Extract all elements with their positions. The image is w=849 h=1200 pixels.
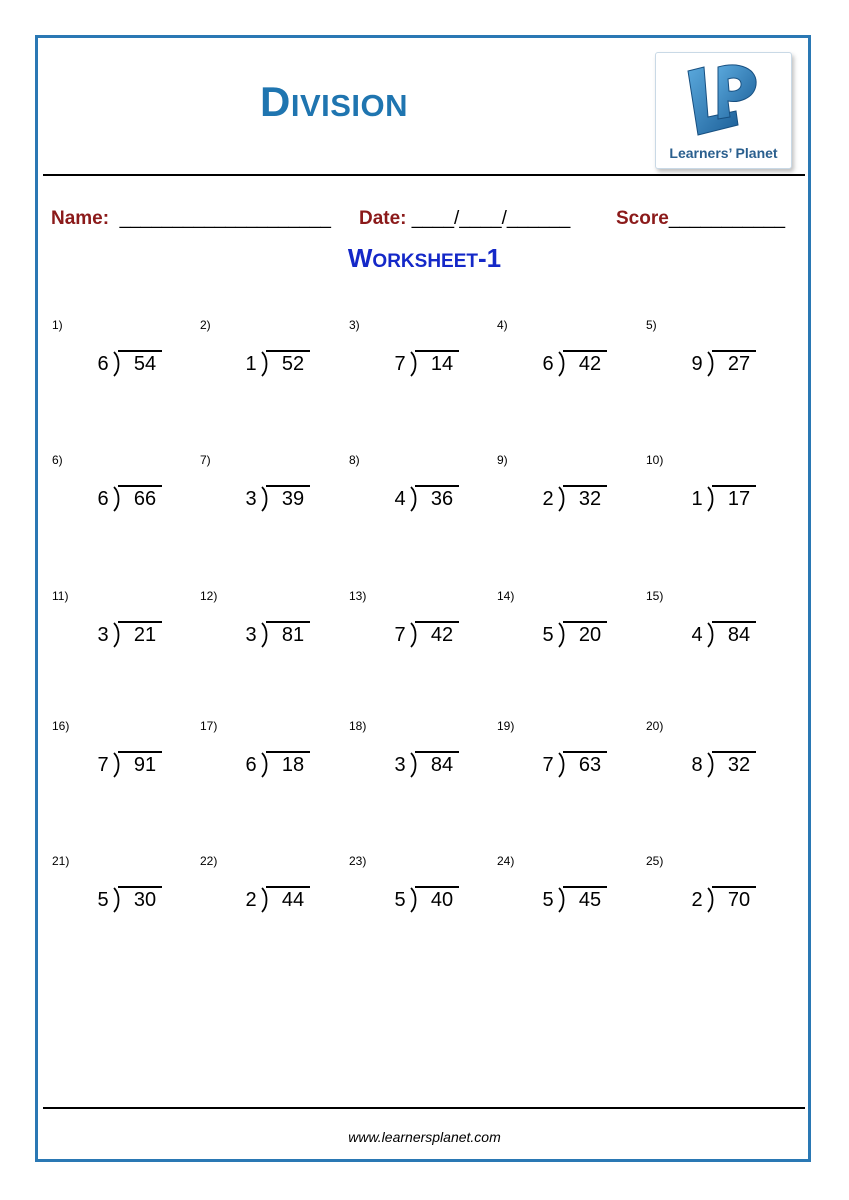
worksheet-rest: ORKSHEET [372,251,478,272]
dividend: 20 [578,624,602,646]
division-problem [497,719,647,819]
division-problem [52,318,202,418]
division-problem [646,854,796,954]
division-problem [497,854,647,954]
divisor: 5 [542,889,554,911]
division-bracket-icon [112,350,122,378]
division-bracket-icon [260,350,270,378]
division-bar [415,886,459,888]
divisor: 6 [97,488,109,510]
divisor: 5 [394,889,406,911]
dividend: 54 [133,353,157,375]
division-bracket-icon [409,350,419,378]
header-rule [43,174,805,176]
score-blank: ___________ [668,208,786,229]
divisor: 7 [394,353,406,375]
problem-number: 9) [497,453,508,467]
division-bar [415,751,459,753]
division-problem [646,318,796,418]
problem-number: 12) [200,589,218,603]
division-problem [200,453,350,553]
division-problem [349,589,499,689]
problem-number: 5) [646,318,657,332]
division-bracket-icon [409,751,419,779]
division-problem [349,453,499,553]
division-problem [200,854,350,954]
division-problem [52,589,202,689]
division-bracket-icon [706,350,716,378]
worksheet-first-letter: W [347,243,373,273]
division-problem [200,318,350,418]
problem-number: 3) [349,318,360,332]
division-bracket-icon [557,751,567,779]
division-problem [52,453,202,553]
problem-number: 15) [646,589,664,603]
dividend: 18 [281,754,305,776]
division-bracket-icon [112,485,122,513]
divisor: 3 [97,624,109,646]
divisor: 7 [97,754,109,776]
division-bar [712,751,756,753]
division-bracket-icon [260,485,270,513]
division-bar [266,350,310,352]
divisor: 8 [691,754,703,776]
division-bracket-icon [557,485,567,513]
division-bar [415,621,459,623]
divisor: 2 [245,889,257,911]
worksheet-suffix: -1 [478,243,502,273]
division-bracket-icon [706,886,716,914]
dividend: 42 [578,353,602,375]
division-bar [415,350,459,352]
division-bar [563,886,607,888]
score-field [616,208,785,230]
problem-number: 25) [646,854,664,868]
division-problem [349,719,499,819]
division-bracket-icon [409,485,419,513]
dividend: 32 [727,754,751,776]
dividend: 21 [133,624,157,646]
division-bar [118,350,162,352]
dividend: 27 [727,353,751,375]
dividend: 52 [281,353,305,375]
dividend: 81 [281,624,305,646]
problem-number: 20) [646,719,664,733]
divisor: 1 [691,488,703,510]
division-bar [118,621,162,623]
problem-number: 6) [52,453,63,467]
divisor: 6 [97,353,109,375]
logo-text: Learners’ Planet [669,145,778,161]
division-bracket-icon [112,886,122,914]
problem-number: 7) [200,453,211,467]
problem-number: 19) [497,719,515,733]
title-first-letter: D [260,78,291,125]
division-bracket-icon [557,886,567,914]
division-problem [200,589,350,689]
division-bar [118,485,162,487]
dividend: 39 [281,488,305,510]
problem-number: 4) [497,318,508,332]
division-bar [712,621,756,623]
dividend: 66 [133,488,157,510]
divisor: 6 [542,353,554,375]
division-bracket-icon [706,751,716,779]
division-bar [266,751,310,753]
divisor: 9 [691,353,703,375]
division-bar [266,621,310,623]
dividend: 40 [430,889,454,911]
division-bracket-icon [557,350,567,378]
divisor: 4 [394,488,406,510]
problem-number: 14) [497,589,515,603]
dividend: 70 [727,889,751,911]
divisor: 3 [394,754,406,776]
divisor: 1 [245,353,257,375]
name-label: Name: [51,208,110,229]
problem-number: 2) [200,318,211,332]
problem-number: 24) [497,854,515,868]
division-bracket-icon [260,621,270,649]
division-bracket-icon [112,621,122,649]
problem-number: 17) [200,719,218,733]
logo-lp-icon [678,59,770,145]
division-bar [266,886,310,888]
division-problem [646,589,796,689]
problem-number: 22) [200,854,218,868]
divisor: 5 [542,624,554,646]
footer-rule [43,1107,805,1109]
problem-number: 18) [349,719,367,733]
division-bar [563,751,607,753]
division-bracket-icon [112,751,122,779]
division-bracket-icon [706,621,716,649]
division-problem [52,719,202,819]
dividend: 91 [133,754,157,776]
division-bracket-icon [409,886,419,914]
division-problem [497,453,647,553]
division-bracket-icon [706,485,716,513]
division-problem [497,318,647,418]
problem-number: 1) [52,318,63,332]
worksheet-title [0,243,849,274]
division-bracket-icon [557,621,567,649]
dividend: 84 [430,754,454,776]
division-problem [349,854,499,954]
division-bar [118,751,162,753]
divisor: 4 [691,624,703,646]
problem-number: 16) [52,719,70,733]
division-problem [200,719,350,819]
divisor: 2 [691,889,703,911]
dividend: 42 [430,624,454,646]
page-title [260,78,408,126]
divisor: 2 [542,488,554,510]
divisor: 7 [542,754,554,776]
division-bar [415,485,459,487]
date-label: Date: [359,208,407,229]
name-field [51,208,331,230]
division-bar [712,886,756,888]
problem-number: 21) [52,854,70,868]
logo [655,52,792,169]
date-blank: ____/____/______ [406,208,571,229]
problem-number: 11) [52,589,69,603]
title-rest: IVISION [290,88,409,123]
divisor: 7 [394,624,406,646]
division-problem [349,318,499,418]
divisor: 3 [245,624,257,646]
score-label: Score [616,208,669,229]
problem-number: 10) [646,453,664,467]
division-problem [497,589,647,689]
dividend: 36 [430,488,454,510]
division-bar [563,350,607,352]
dividend: 17 [727,488,751,510]
division-bar [712,350,756,352]
division-bar [712,485,756,487]
dividend: 84 [727,624,751,646]
dividend: 32 [578,488,602,510]
divisor: 6 [245,754,257,776]
problem-number: 8) [349,453,360,467]
division-bar [563,485,607,487]
dividend: 30 [133,889,157,911]
division-problem [646,453,796,553]
division-problem [52,854,202,954]
problem-number: 23) [349,854,367,868]
division-bracket-icon [260,751,270,779]
division-bar [563,621,607,623]
divisor: 3 [245,488,257,510]
division-bar [118,886,162,888]
division-bracket-icon [260,886,270,914]
divisor: 5 [97,889,109,911]
dividend: 14 [430,353,454,375]
dividend: 44 [281,889,305,911]
footer-url: www.learnersplanet.com [348,1129,501,1145]
problem-number: 13) [349,589,367,603]
division-problem [646,719,796,819]
dividend: 63 [578,754,602,776]
division-bar [266,485,310,487]
date-field [359,208,570,230]
name-blank: ____________________ [109,208,331,229]
dividend: 45 [578,889,602,911]
division-bracket-icon [409,621,419,649]
